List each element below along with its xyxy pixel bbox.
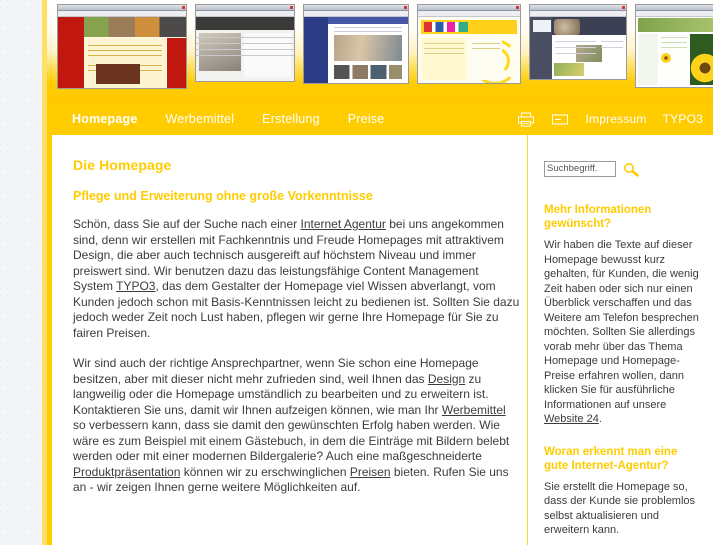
text-fragment: bei uns angekommen sind, denn wir erstellen mit Fachkenntnis und Freude Homepages mit attraktivem Design, die aber auch technisch ausgereift auf höchstem Niveau und immer preiswert sind. Wir benutzen dazu das leistungsfähige Content Management System	[73, 217, 504, 293]
link-typo3[interactable]: TYPO3	[116, 279, 156, 293]
text-fragment: .	[598, 413, 602, 425]
page-background-left	[0, 0, 42, 545]
nav-item-homepage[interactable]: Homepage	[72, 112, 138, 126]
page-title: Die Homepage	[73, 157, 172, 173]
link-design[interactable]: Design	[427, 371, 466, 386]
text-fragment: Wir sind auch der richtige Ansprechpartner, wenn Sie schon eine Homepage besitzen, aber mit dieser nicht mehr zufrieden sind, weil Ihnen das	[73, 356, 479, 386]
screenshot-content	[530, 17, 626, 79]
sidebar-text-agency: Sie erstellt die Homepage so, dass der Kunde sie problemlos selbst aktualisieren und erweitern kann.	[544, 480, 696, 536]
print-icon[interactable]	[517, 112, 535, 127]
sidebar-text-info	[544, 238, 704, 427]
browser-titlebar	[196, 5, 294, 11]
secondary-nav	[517, 103, 703, 135]
sidebar	[544, 135, 704, 556]
search-input[interactable]	[544, 161, 616, 177]
browser-titlebar	[58, 5, 186, 11]
website-screenshot-red[interactable]	[57, 4, 187, 89]
nav-item-erstellung[interactable]: Erstellung	[262, 112, 320, 126]
link-website24[interactable]: Website 24	[544, 413, 599, 425]
mail-icon[interactable]	[551, 112, 569, 127]
primary-nav	[72, 103, 384, 135]
website-screenshot-dark[interactable]	[529, 4, 627, 80]
browser-titlebar	[530, 5, 626, 11]
nav-item-typo3[interactable]: TYPO3	[662, 112, 703, 126]
text-fragment: Wir haben die Texte auf dieser Homepage bewusst kurz gehalten, für Kunden, die wenig Zeit haben oder sich nur einen Überblick verschaffen und das Weitere am Telefon besprechen möchten. Sollten Sie allerdings vorab mehr über das Thema Homepage und Homepage-Preise erfahren wollen, dann klicken Sie für ausführliche Informationen auf unsere	[544, 239, 699, 411]
website-screenshot-sunflower[interactable]	[635, 4, 713, 88]
screenshot-content	[304, 17, 408, 83]
link-werbemittel[interactable]: Werbemittel	[441, 402, 506, 417]
link-internet-agentur[interactable]: Internet Agentur	[300, 217, 386, 231]
main-content	[73, 135, 521, 511]
link-preisen[interactable]: Preisen	[349, 464, 391, 479]
text-fragment: so verbessern kann, dass sie damit den gewünschten Erfolg haben werden. Wie wäre es zum Beispiel mit einem Gästebuch, in dem die Einträge mit Bildern belebt werden oder mit einer modernen Bildergalerie? Auch eine maßgeschneiderte	[73, 418, 510, 463]
screenshot-content	[636, 17, 713, 87]
text-fragment: , das dem Gestalter der Homepage viel Wissen abverlangt, vom Kunden jedoch schon mit Basis-Kenntnissen leicht zu bedienen ist. Sollten Sie dazu jedoch weder Zeit noch Lust haben, pflegen wir gerne Ihre Homepage für Sie zu fairen Preisen.	[73, 279, 520, 340]
nav-item-werbemittel[interactable]: Werbemittel	[165, 112, 235, 126]
banner-thumbnails	[47, 0, 713, 103]
screenshot-content	[196, 17, 294, 81]
sidebar-title-agency: Woran erkennt man eine gute Internet-Agentur?	[544, 445, 678, 472]
text-fragment: zu langweilig oder die Homepage umständlich zu bearbeiten und zu erweitern ist. Kontaktieren Sie uns, damit wir Ihnen aufzeigen können, wie man Ihr	[73, 371, 489, 417]
text-fragment: können wir zu erschwinglichen	[180, 464, 350, 479]
screenshot-content	[58, 17, 186, 88]
header-banner	[47, 0, 713, 103]
page-background-right	[713, 0, 727, 545]
paragraph-relaunch	[73, 356, 521, 496]
browser-titlebar	[304, 5, 408, 11]
nav-item-preise[interactable]: Preise	[347, 112, 385, 126]
website-screenshot-interior[interactable]	[195, 4, 295, 82]
website-screenshot-blue[interactable]	[303, 4, 409, 84]
content-sidebar-divider	[527, 135, 528, 545]
browser-titlebar	[418, 5, 520, 11]
screenshot-content	[418, 17, 520, 83]
website-screenshot-yellow[interactable]	[417, 4, 521, 84]
paragraph-intro	[73, 217, 521, 341]
browser-titlebar	[636, 5, 713, 11]
main-navigation	[47, 103, 713, 135]
nav-item-impressum[interactable]: Impressum	[585, 112, 647, 126]
search-box	[544, 161, 704, 177]
sidebar-title-info: Mehr Informationen gewünscht?	[544, 204, 652, 230]
magnifier-icon[interactable]	[623, 162, 640, 177]
content-card	[52, 135, 716, 545]
page-subtitle: Pflege und Erweiterung ohne große Vorkenntnisse	[73, 189, 373, 203]
link-produktpraesentation[interactable]: Produktpräsentation	[73, 464, 181, 479]
text-fragment: Schön, dass Sie auf der Suche nach einer	[73, 217, 301, 231]
text-fragment: bieten. Rufen Sie uns an - wir zeigen Ihnen gerne weitere Möglichkeiten auf.	[73, 464, 509, 494]
